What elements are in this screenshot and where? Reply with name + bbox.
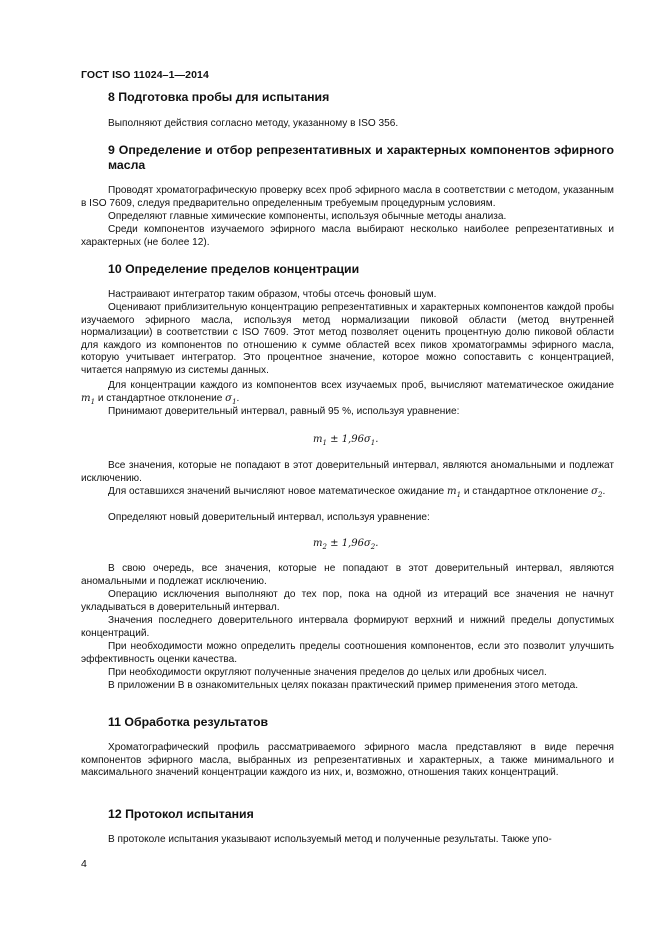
section-9-paragraph-1: Проводят хроматографическую проверку всех проб эфирного масла в соответствии с методом, указанным в ISO 7609, следуя предварительно определенным требуемым процедурным условиям. bbox=[81, 185, 614, 209]
section-12-title: 12 Протокол испытания bbox=[108, 807, 254, 821]
section-9-paragraph-2: Определяют главные химические компоненты, используя обычные методы анализа. bbox=[108, 211, 507, 222]
section-10-title: 10 Определение пределов концентрации bbox=[108, 262, 360, 276]
section-10-paragraph-7: Определяют новый доверительный интервал, используя уравнение: bbox=[108, 512, 430, 523]
section-10-paragraph-1: Настраивают интегратор таким образом, чтобы отсечь фоновый шум. bbox=[108, 289, 437, 300]
symbol-sigma2: $\sigma_2$ bbox=[591, 486, 603, 500]
document-header: ГОСТ ISO 11024–1—2014 bbox=[81, 69, 209, 81]
symbol-m1: $m_1$ bbox=[81, 392, 96, 406]
page-number: 4 bbox=[81, 858, 87, 870]
section-10-paragraph-3: Для концентрации каждого из компонентов всех изучаемых проб, вычисляют математическое ожидание $m_1$ и стандартное отклонение $\sigma_1$. bbox=[81, 380, 614, 406]
section-10-paragraph-4: Принимают доверительный интервал, равный 95 %, используя уравнение: bbox=[108, 406, 460, 417]
section-10-paragraph-5: Все значения, которые не попадают в этот доверительный интервал, являются аномальными и подлежат исключению. bbox=[81, 460, 614, 484]
section-10-paragraph-9: Операцию исключения выполняют до тех пор, пока на одной из итераций все значения не начнут укладываться в доверительный интервал. bbox=[81, 589, 614, 613]
section-10-paragraph-8: В свою очередь, все значения, которые не попадают в этот доверительный интервал, являются аномальными и подлежат исключению. bbox=[81, 563, 614, 587]
section-10-paragraph-2: Оценивают приблизительную концентрацию репрезентативных и характерных компонентов каждой пробы изучаемого эфирного масла, используя метод нормализации пиковой области (метод внутренней нормализации) в соответствии с ISO 7609. Этот метод позволяет оценить процентную долю пиковой области для каждого из компонентов по отношению к сумме областей всех пиков хроматограммы эфирного масла, которую учитывает интегратор. Это процентное значение, которое можно сопоставить с концентрацией, читается напрямую из системы данных. bbox=[81, 302, 614, 376]
section-10-paragraph-10: Значения последнего доверительного интервала формируют верхний и нижний пределы допустимых концентраций. bbox=[81, 615, 614, 639]
section-8-paragraph: Выполняют действия согласно методу, указанному в ISO 356. bbox=[108, 118, 399, 129]
section-12-paragraph: В протоколе испытания указывают используемый метод и полученные результаты. Также упо- bbox=[108, 834, 552, 845]
section-10-paragraph-13: В приложении В в ознакомительных целях показан практический пример применения этого метода. bbox=[108, 680, 579, 691]
section-11-title: 11 Обработка результатов bbox=[108, 715, 269, 729]
symbol-sigma1: $\sigma_1$ bbox=[225, 392, 237, 406]
section-10-paragraph-11: При необходимости можно определить пределы соотношения компонентов, если это позволит улучшить эффективность оценки качества. bbox=[81, 641, 614, 665]
section-9-paragraph-3: Среди компонентов изучаемого эфирного масла выбирают несколько наиболее репрезентативных и характерных (не более 12). bbox=[81, 224, 614, 248]
symbol-m1-new: $m_1$ bbox=[446, 486, 462, 500]
formula-1: $m_1 \pm 1,96\sigma_1$. bbox=[313, 434, 379, 447]
section-11-paragraph: Хроматографический профиль рассматриваемого эфирного масла представляют в виде перечня компонентов эфирного масла, выбранных из репрезентативных и характерных, а также минимального и максимального значений концентрации каждого из них, и, возможно, отношения таких концентраций. bbox=[81, 742, 614, 779]
section-10-paragraph-12: При необходимости округляют полученные значения пределов до целых или дробных чисел. bbox=[108, 667, 547, 678]
section-8-title: 8 Подготовка пробы для испытания bbox=[108, 90, 330, 104]
section-10-paragraph-6: Для оставшихся значений вычисляют новое математическое ожидание $m_1$ и стандартное отклонение $\sigma_2$. bbox=[108, 486, 606, 500]
section-9-title: 9 Определение и отбор репрезентативных и характерных компонентов эфирного масла bbox=[108, 143, 614, 172]
formula-2: $m_2 \pm 1,96\sigma_2$. bbox=[313, 538, 379, 551]
